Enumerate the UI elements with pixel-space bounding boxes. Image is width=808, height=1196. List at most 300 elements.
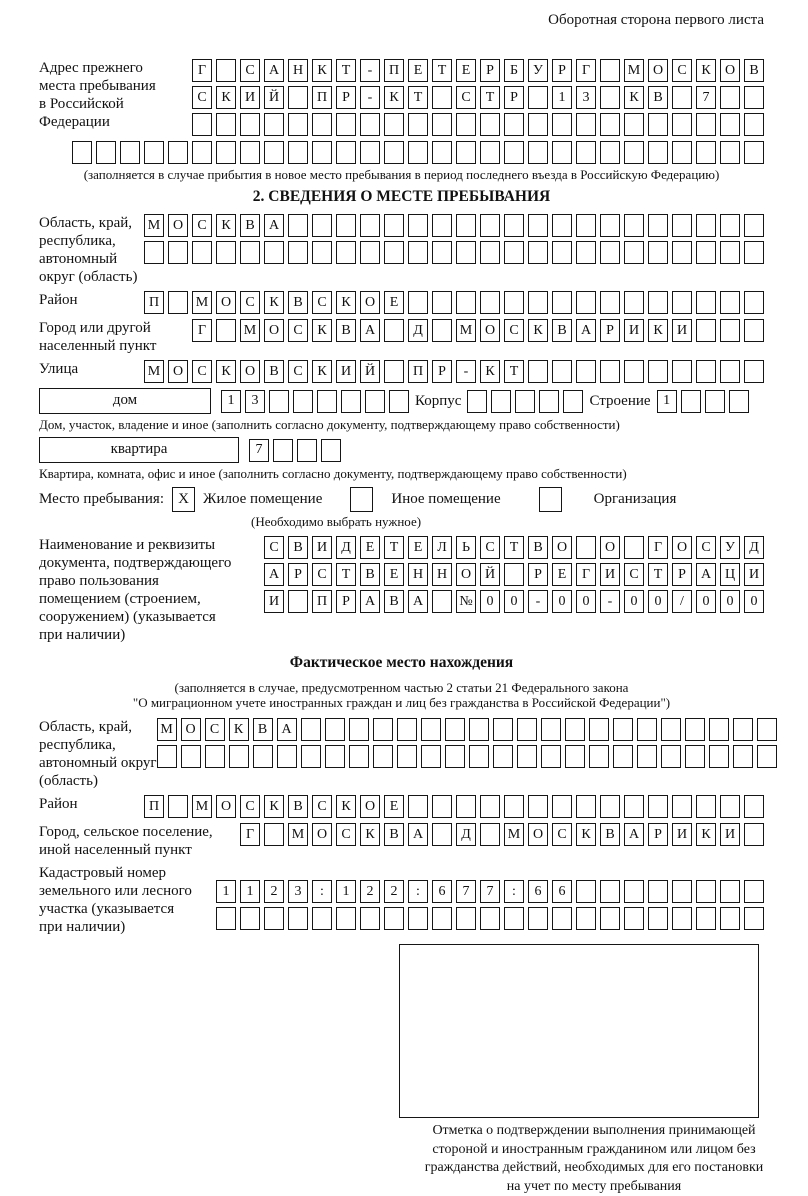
char-box[interactable]: А [576,319,596,342]
char-box[interactable] [456,241,476,264]
char-box[interactable] [696,214,716,237]
char-box[interactable] [528,113,548,136]
char-box[interactable]: С [264,536,284,559]
char-box[interactable] [408,907,428,930]
char-box[interactable] [576,214,596,237]
char-box[interactable]: Т [480,86,500,109]
char-box[interactable] [349,718,369,741]
char-box[interactable]: 6 [528,880,548,903]
char-box[interactable] [360,907,380,930]
char-box[interactable]: Н [408,563,428,586]
char-box[interactable]: С [240,291,260,314]
char-box[interactable] [541,718,561,741]
char-box[interactable]: П [312,590,332,613]
char-box[interactable] [672,880,692,903]
char-box[interactable]: Р [552,59,572,82]
char-box[interactable] [264,823,284,846]
char-box[interactable] [408,795,428,818]
char-box[interactable] [491,390,511,413]
char-box[interactable]: М [504,823,524,846]
char-box[interactable] [648,880,668,903]
char-box[interactable] [552,214,572,237]
char-box[interactable]: С [192,86,212,109]
char-box[interactable]: 2 [360,880,380,903]
char-box[interactable]: О [552,536,572,559]
char-box[interactable]: К [216,86,236,109]
char-box[interactable]: К [528,319,548,342]
char-box[interactable] [504,907,524,930]
char-box[interactable] [624,214,644,237]
char-box[interactable] [552,141,572,164]
char-box[interactable]: 7 [696,86,716,109]
char-box[interactable] [648,113,668,136]
char-box[interactable] [384,907,404,930]
char-box[interactable] [504,795,524,818]
char-box[interactable] [504,563,524,586]
char-box[interactable] [744,214,764,237]
char-box[interactable]: О [312,823,332,846]
char-box[interactable] [312,214,332,237]
char-box[interactable] [528,291,548,314]
char-box[interactable] [360,241,380,264]
char-box[interactable] [408,113,428,136]
char-box[interactable]: Д [744,536,764,559]
char-box[interactable]: - [600,590,620,613]
char-box[interactable] [408,214,428,237]
char-box[interactable] [397,745,417,768]
char-box[interactable] [288,590,308,613]
char-box[interactable]: К [624,86,644,109]
char-box[interactable] [624,795,644,818]
char-box[interactable]: 0 [624,590,644,613]
char-box[interactable] [744,241,764,264]
char-box[interactable]: А [264,214,284,237]
char-box[interactable] [456,214,476,237]
char-box[interactable] [216,319,236,342]
char-box[interactable] [360,113,380,136]
char-box[interactable]: 2 [384,880,404,903]
char-box[interactable] [720,241,740,264]
char-box[interactable]: 1 [240,880,260,903]
char-box[interactable] [648,291,668,314]
char-box[interactable] [373,745,393,768]
char-box[interactable]: 6 [432,880,452,903]
char-box[interactable]: К [216,214,236,237]
char-box[interactable]: 6 [552,880,572,903]
char-box[interactable] [504,291,524,314]
char-box[interactable] [456,113,476,136]
char-box[interactable]: С [504,319,524,342]
char-box[interactable] [432,214,452,237]
char-box[interactable] [456,141,476,164]
char-box[interactable] [672,241,692,264]
char-box[interactable] [600,141,620,164]
char-box[interactable] [421,745,441,768]
char-box[interactable]: 1 [216,880,236,903]
char-box[interactable] [216,907,236,930]
char-box[interactable]: М [144,214,164,237]
char-box[interactable]: А [264,563,284,586]
char-box[interactable] [192,113,212,136]
char-box[interactable]: С [288,360,308,383]
char-box[interactable]: : [312,880,332,903]
char-box[interactable]: - [528,590,548,613]
char-box[interactable]: К [312,319,332,342]
char-box[interactable] [445,718,465,741]
char-box[interactable]: В [288,536,308,559]
char-box[interactable] [576,291,596,314]
char-box[interactable] [624,907,644,930]
char-box[interactable]: Е [552,563,572,586]
char-box[interactable] [648,360,668,383]
char-box[interactable] [661,718,681,741]
char-box[interactable]: Й [360,360,380,383]
char-box[interactable]: А [360,590,380,613]
char-box[interactable]: 7 [456,880,476,903]
char-box[interactable] [181,745,201,768]
char-box[interactable]: К [696,823,716,846]
char-box[interactable]: Р [672,563,692,586]
char-box[interactable]: В [240,214,260,237]
char-box[interactable]: К [216,360,236,383]
char-box[interactable] [480,823,500,846]
char-box[interactable] [613,745,633,768]
char-box[interactable] [600,907,620,930]
char-box[interactable]: С [312,291,332,314]
char-box[interactable]: Г [576,59,596,82]
char-box[interactable] [733,745,753,768]
char-box[interactable] [205,745,225,768]
char-box[interactable] [672,291,692,314]
char-box[interactable] [696,795,716,818]
char-box[interactable]: А [277,718,297,741]
char-box[interactable]: Г [192,319,212,342]
char-box[interactable]: О [181,718,201,741]
char-box[interactable]: А [360,319,380,342]
char-box[interactable] [552,241,572,264]
char-box[interactable]: М [192,795,212,818]
char-box[interactable]: Д [336,536,356,559]
char-box[interactable] [288,113,308,136]
char-box[interactable] [744,360,764,383]
char-box[interactable]: 2 [264,880,284,903]
char-box[interactable] [432,590,452,613]
char-box[interactable] [301,745,321,768]
char-box[interactable] [600,880,620,903]
char-box[interactable]: П [144,291,164,314]
char-box[interactable]: О [360,795,380,818]
char-box[interactable] [744,113,764,136]
char-box[interactable] [648,241,668,264]
char-box[interactable]: С [624,563,644,586]
char-box[interactable] [720,360,740,383]
other-premises-checkbox[interactable] [350,487,373,512]
char-box[interactable] [624,291,644,314]
char-box[interactable]: О [528,823,548,846]
char-box[interactable] [552,795,572,818]
char-box[interactable]: Р [528,563,548,586]
char-box[interactable] [288,907,308,930]
char-box[interactable] [432,241,452,264]
char-box[interactable] [432,86,452,109]
char-box[interactable]: И [672,823,692,846]
char-box[interactable] [336,907,356,930]
char-box[interactable] [312,241,332,264]
char-box[interactable] [744,291,764,314]
char-box[interactable] [480,291,500,314]
char-box[interactable]: Г [576,563,596,586]
char-box[interactable] [705,390,725,413]
char-box[interactable] [541,745,561,768]
char-box[interactable]: В [744,59,764,82]
char-box[interactable] [168,795,188,818]
char-box[interactable] [576,795,596,818]
char-box[interactable]: М [192,291,212,314]
char-box[interactable] [696,141,716,164]
char-box[interactable] [563,390,583,413]
char-box[interactable]: Е [360,536,380,559]
char-box[interactable] [384,113,404,136]
char-box[interactable] [672,907,692,930]
apartment-type-cell[interactable]: квартира [39,437,239,463]
char-box[interactable] [253,745,273,768]
char-box[interactable] [312,113,332,136]
char-box[interactable]: И [240,86,260,109]
char-box[interactable] [720,86,740,109]
char-box[interactable]: И [744,563,764,586]
char-box[interactable] [624,360,644,383]
char-box[interactable] [528,360,548,383]
char-box[interactable]: - [360,86,380,109]
char-box[interactable] [648,141,668,164]
char-box[interactable]: В [384,823,404,846]
char-box[interactable] [565,718,585,741]
char-box[interactable]: С [456,86,476,109]
char-box[interactable] [576,907,596,930]
char-box[interactable]: Г [240,823,260,846]
residential-checkbox[interactable]: X [172,487,195,512]
char-box[interactable]: Р [480,59,500,82]
char-box[interactable]: И [672,319,692,342]
char-box[interactable]: П [408,360,428,383]
char-box[interactable] [384,360,404,383]
char-box[interactable] [293,390,313,413]
char-box[interactable] [349,745,369,768]
char-box[interactable] [600,360,620,383]
char-box[interactable]: П [312,86,332,109]
char-box[interactable] [517,745,537,768]
char-box[interactable]: С [240,59,260,82]
char-box[interactable]: Р [600,319,620,342]
char-box[interactable]: Е [408,536,428,559]
char-box[interactable] [600,59,620,82]
char-box[interactable]: С [480,536,500,559]
char-box[interactable] [240,141,260,164]
char-box[interactable] [600,291,620,314]
char-box[interactable] [528,86,548,109]
char-box[interactable]: Ь [456,536,476,559]
char-box[interactable]: 0 [576,590,596,613]
char-box[interactable]: О [648,59,668,82]
char-box[interactable] [432,319,452,342]
char-box[interactable]: К [312,59,332,82]
char-box[interactable]: К [336,291,356,314]
char-box[interactable] [552,360,572,383]
char-box[interactable] [600,113,620,136]
char-box[interactable]: Е [408,59,428,82]
char-box[interactable]: А [696,563,716,586]
char-box[interactable]: М [288,823,308,846]
char-box[interactable]: В [288,291,308,314]
char-box[interactable]: И [264,590,284,613]
char-box[interactable]: Й [480,563,500,586]
char-box[interactable]: 0 [504,590,524,613]
char-box[interactable]: В [552,319,572,342]
char-box[interactable]: К [648,319,668,342]
char-box[interactable] [681,390,701,413]
char-box[interactable]: № [456,590,476,613]
char-box[interactable]: О [216,795,236,818]
char-box[interactable] [144,141,164,164]
char-box[interactable]: О [168,360,188,383]
char-box[interactable]: Т [336,563,356,586]
char-box[interactable] [456,907,476,930]
char-box[interactable] [576,241,596,264]
char-box[interactable] [360,141,380,164]
char-box[interactable] [229,745,249,768]
char-box[interactable] [144,241,164,264]
char-box[interactable] [709,745,729,768]
char-box[interactable] [96,141,116,164]
char-box[interactable] [504,141,524,164]
char-box[interactable]: 0 [720,590,740,613]
char-box[interactable]: А [624,823,644,846]
char-box[interactable] [467,390,487,413]
char-box[interactable] [408,291,428,314]
char-box[interactable]: Т [504,360,524,383]
char-box[interactable]: Р [432,360,452,383]
char-box[interactable] [744,319,764,342]
char-box[interactable]: Н [432,563,452,586]
char-box[interactable] [493,745,513,768]
char-box[interactable] [216,59,236,82]
char-box[interactable] [389,390,409,413]
char-box[interactable]: Т [432,59,452,82]
char-box[interactable] [552,907,572,930]
char-box[interactable]: 3 [245,390,265,413]
char-box[interactable] [120,141,140,164]
char-box[interactable]: 1 [657,390,677,413]
char-box[interactable] [384,141,404,164]
char-box[interactable]: А [408,590,428,613]
char-box[interactable]: Д [408,319,428,342]
char-box[interactable] [720,907,740,930]
char-box[interactable]: С [336,823,356,846]
char-box[interactable] [384,214,404,237]
char-box[interactable]: М [456,319,476,342]
char-box[interactable] [589,745,609,768]
char-box[interactable]: 3 [576,86,596,109]
char-box[interactable] [480,141,500,164]
char-box[interactable]: В [336,319,356,342]
char-box[interactable] [408,141,428,164]
char-box[interactable] [373,718,393,741]
char-box[interactable] [672,141,692,164]
char-box[interactable]: С [192,360,212,383]
char-box[interactable] [432,795,452,818]
char-box[interactable]: И [624,319,644,342]
char-box[interactable]: Н [288,59,308,82]
char-box[interactable] [288,214,308,237]
char-box[interactable]: 7 [480,880,500,903]
char-box[interactable] [384,241,404,264]
char-box[interactable] [72,141,92,164]
char-box[interactable]: П [384,59,404,82]
char-box[interactable] [757,745,777,768]
char-box[interactable]: Г [648,536,668,559]
char-box[interactable]: Р [504,86,524,109]
char-box[interactable]: И [312,536,332,559]
char-box[interactable]: В [648,86,668,109]
char-box[interactable] [168,241,188,264]
char-box[interactable] [709,718,729,741]
char-box[interactable]: Т [504,536,524,559]
char-box[interactable]: И [600,563,620,586]
char-box[interactable] [432,907,452,930]
char-box[interactable]: С [552,823,572,846]
char-box[interactable] [325,745,345,768]
char-box[interactable] [624,113,644,136]
char-box[interactable] [589,718,609,741]
char-box[interactable]: В [264,360,284,383]
char-box[interactable]: Т [384,536,404,559]
char-box[interactable]: Г [192,59,212,82]
char-box[interactable] [504,241,524,264]
char-box[interactable]: О [480,319,500,342]
char-box[interactable] [613,718,633,741]
char-box[interactable]: В [253,718,273,741]
char-box[interactable] [397,718,417,741]
char-box[interactable] [273,439,293,462]
char-box[interactable] [216,241,236,264]
char-box[interactable] [648,795,668,818]
char-box[interactable] [720,141,740,164]
char-box[interactable] [576,113,596,136]
char-box[interactable]: В [384,590,404,613]
char-box[interactable] [469,718,489,741]
char-box[interactable]: Е [384,795,404,818]
char-box[interactable] [528,241,548,264]
char-box[interactable]: К [696,59,716,82]
char-box[interactable] [576,360,596,383]
char-box[interactable]: И [720,823,740,846]
char-box[interactable]: Т [408,86,428,109]
char-box[interactable] [432,141,452,164]
char-box[interactable] [384,319,404,342]
char-box[interactable] [720,319,740,342]
char-box[interactable] [480,241,500,264]
char-box[interactable] [661,745,681,768]
char-box[interactable]: Р [288,563,308,586]
char-box[interactable] [517,718,537,741]
char-box[interactable]: С [672,59,692,82]
char-box[interactable] [720,291,740,314]
char-box[interactable] [696,907,716,930]
house-type-cell[interactable]: дом [39,388,211,414]
char-box[interactable] [504,113,524,136]
char-box[interactable]: В [288,795,308,818]
char-box[interactable]: С [288,319,308,342]
